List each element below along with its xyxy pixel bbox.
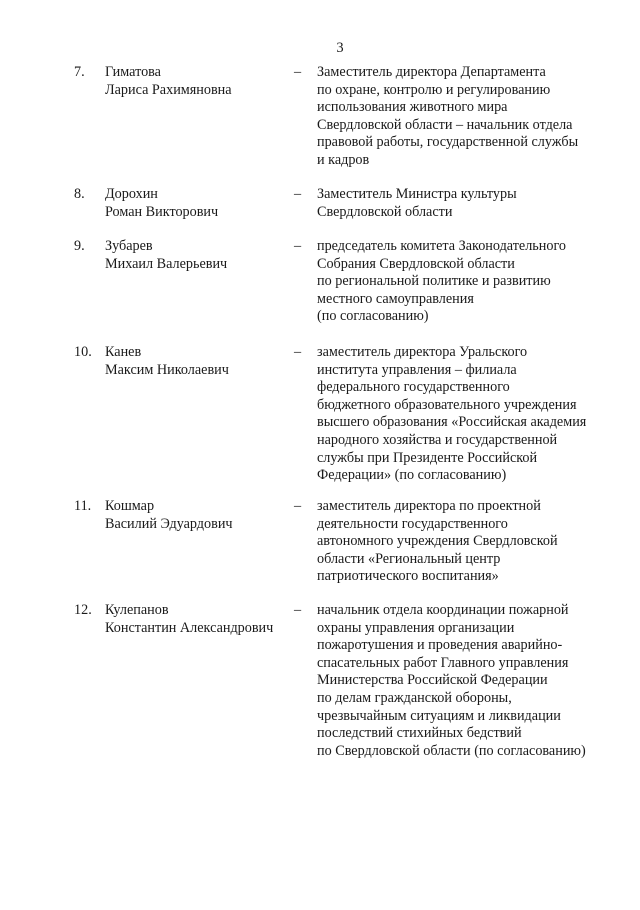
position-line: автономного учреждения Свердловской <box>317 533 558 550</box>
person-name <box>105 498 295 533</box>
position-line: по делам гражданской обороны, <box>317 689 512 706</box>
separator-dash: – <box>294 64 302 80</box>
position-line: бюджетного образовательного учреждения <box>317 396 577 413</box>
separator-dash: – <box>294 498 302 514</box>
position-line: заместитель директора Уральского <box>317 344 528 360</box>
page-number: 3 <box>336 40 344 56</box>
separator-dash: – <box>294 602 302 618</box>
item-number: 11. <box>74 498 92 514</box>
item-number: 10. <box>74 344 92 360</box>
position-line: Свердловской области – начальник отдела <box>317 116 573 133</box>
separator-dash: – <box>294 238 302 254</box>
position-line: чрезвычайным ситуациям и ликвидации <box>317 707 561 724</box>
position-line: спасательных работ Главного управления <box>317 654 569 671</box>
item-number: 12. <box>74 602 92 618</box>
position-line: Федерации» (по согласованию) <box>317 467 507 484</box>
person-name <box>105 186 295 221</box>
position-line: и кадров <box>317 151 370 168</box>
item-number: 9. <box>74 238 85 254</box>
person-given-name: Роман Викторович <box>105 203 219 220</box>
person-given-name: Константин Александрович <box>105 619 274 636</box>
position-line: Свердловской области <box>317 203 453 220</box>
item-number: 7. <box>74 64 85 80</box>
position-line: высшего образования «Российская академия <box>317 414 587 431</box>
position-line: Заместитель директора Департамента <box>317 64 546 80</box>
position-line: института управления – филиала <box>317 361 517 378</box>
person-name <box>105 344 295 379</box>
position-line: по Свердловской области (по согласованию) <box>317 742 586 759</box>
position-line: по охране, контролю и регулированию <box>317 81 551 98</box>
person-given-name: Михаил Валерьевич <box>105 255 228 272</box>
person-given-name: Лариса Рахимяновна <box>105 81 232 98</box>
position-line: службы при Президенте Российской <box>317 449 538 466</box>
position-line: (по согласованию) <box>317 308 429 325</box>
person-given-name: Василий Эдуардович <box>105 515 233 532</box>
person-surname: Кулепанов <box>105 602 169 618</box>
position-line: председатель комитета Законодательного <box>317 238 567 254</box>
position-line: Собрания Свердловской области <box>317 255 515 272</box>
person-position <box>317 64 617 170</box>
person-position <box>317 186 617 221</box>
position-line: по региональной политике и развитию <box>317 273 551 290</box>
separator-dash: – <box>294 186 302 202</box>
person-name <box>105 602 295 637</box>
position-line: народного хозяйства и государственной <box>317 431 558 448</box>
position-line: последствий стихийных бедствий <box>317 725 522 742</box>
person-surname: Кошмар <box>105 498 155 514</box>
position-line: правовой работы, государственной службы <box>317 134 579 151</box>
item-number: 8. <box>74 186 85 202</box>
position-line: патриотического воспитания» <box>317 568 499 585</box>
position-line: Министерства Российской Федерации <box>317 672 548 689</box>
person-surname: Гиматова <box>105 64 161 80</box>
person-name <box>105 64 295 99</box>
position-line: Заместитель Министра культуры <box>317 186 517 202</box>
position-line: начальник отдела координации пожарной <box>317 602 569 618</box>
position-line: заместитель директора по проектной <box>317 498 541 514</box>
position-line: федерального государственного <box>317 379 510 396</box>
person-position <box>317 602 617 760</box>
position-line: местного самоуправления <box>317 290 474 307</box>
person-surname: Канев <box>105 344 142 360</box>
person-surname: Дорохин <box>105 186 158 202</box>
separator-dash: – <box>294 344 302 360</box>
person-name <box>105 238 295 273</box>
position-line: использования животного мира <box>317 99 508 116</box>
position-line: пожаротушения и проведения аварийно- <box>317 637 563 654</box>
person-surname: Зубарев <box>105 238 153 254</box>
person-position <box>317 238 617 326</box>
position-line: охраны управления организации <box>317 619 515 636</box>
position-line: области «Региональный центр <box>317 550 501 567</box>
person-position <box>317 344 617 485</box>
person-position <box>317 498 617 586</box>
person-given-name: Максим Николаевич <box>105 361 229 378</box>
position-line: деятельности государственного <box>317 515 508 532</box>
